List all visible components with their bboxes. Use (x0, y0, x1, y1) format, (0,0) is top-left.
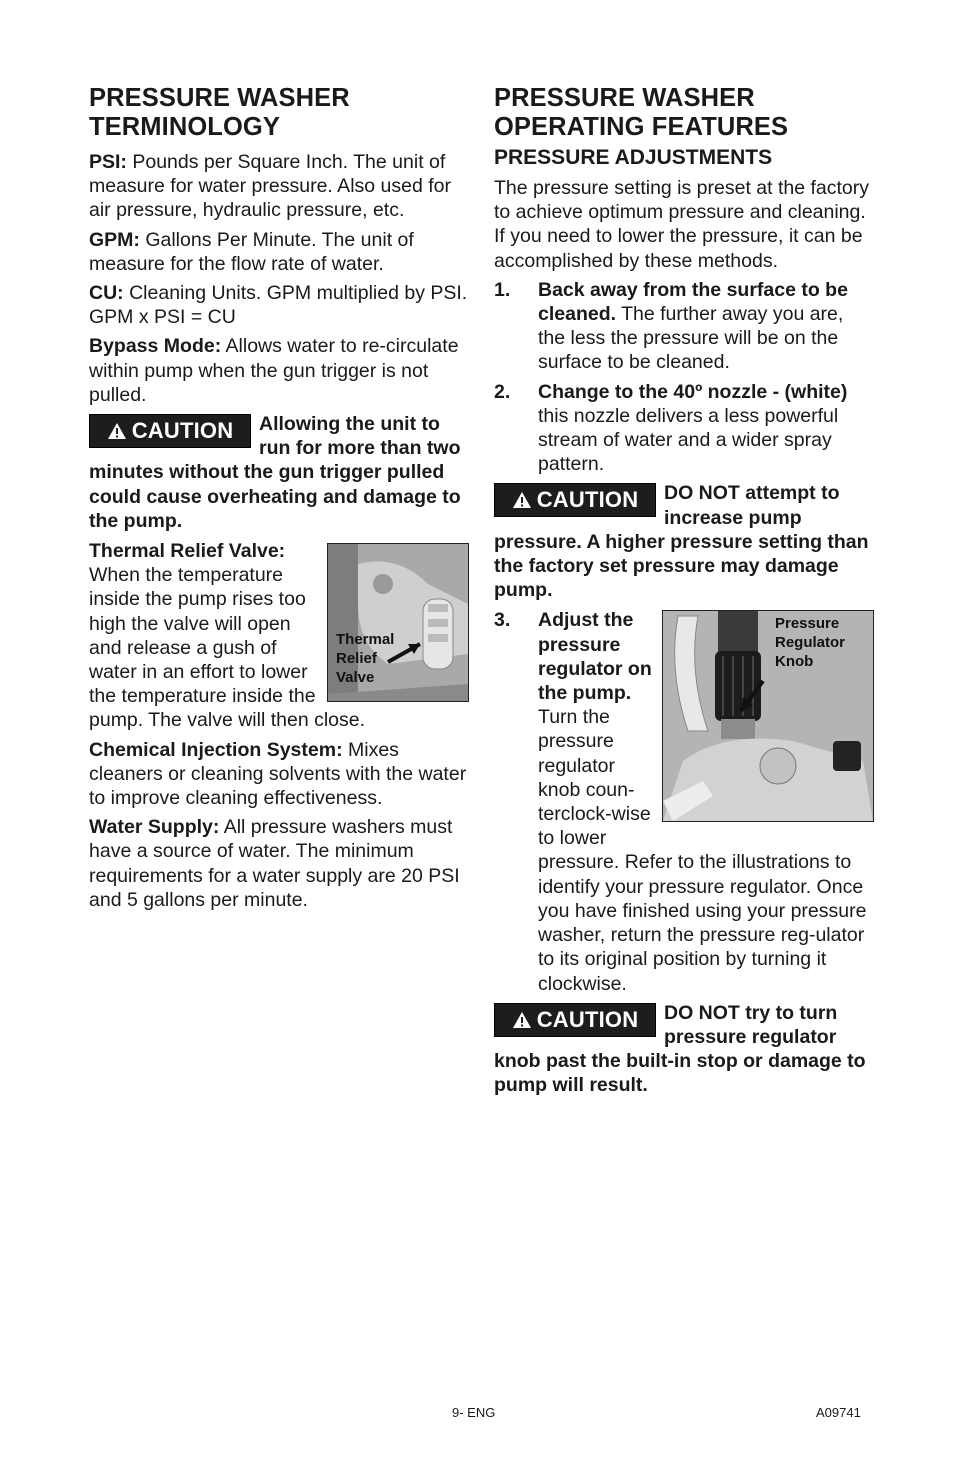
step-number: 3. (494, 609, 511, 632)
caution-increase-pressure (494, 481, 874, 602)
caution-badge (494, 483, 656, 517)
caution-overheating-text: Allowing the unit to run for more than two minutes without the gun trigger pulled could cause overheating and damage to the pump. (89, 413, 461, 532)
step-1-body: The further away you are, the less the pressure will be on the surface to be cleaned. (538, 303, 844, 374)
step-1 (494, 278, 874, 375)
bypass-term: Bypass Mode: (89, 335, 222, 358)
right-column (494, 84, 874, 1104)
gpm-definition (89, 228, 469, 276)
step-3-body: Turn the pressure regulator knob coun-terclock-wise to lower pressure. Refer to the illustrations to identify your pressure regulator. Once you have finished using your pressure washer, return the pressure reg-ulator to its original position by turning it clockwise. (538, 706, 867, 995)
page-number: 9- ENG (452, 1405, 496, 1420)
warning-triangle-icon (512, 491, 532, 509)
thermal-term: Thermal Relief Valve: (89, 540, 286, 563)
thermal-section (89, 539, 469, 738)
step-2-body: this nozzle delivers a less powerful stream of water and a wider spray pattern. (538, 404, 839, 476)
chemical-text: Mixes cleaners or cleaning solvents with the water to improve cleaning effectiveness. (89, 738, 467, 810)
psi-definition (89, 150, 469, 223)
step-3-bold: Adjust the pressure regulator on the pump. (538, 609, 652, 705)
gpm-text: Gallons Per Minute. The unit of measure for the flow rate of water. (89, 228, 414, 275)
caution-overheating (89, 412, 469, 533)
terminology-heading: PRESSURE WASHER TERMINOLOGY (89, 84, 350, 141)
step-2-bold: Change to the 40º nozzle - (white) (538, 380, 848, 403)
operating-features-heading: PRESSURE WASHER OPERATING FEATURES (494, 84, 789, 141)
bypass-definition (89, 334, 469, 407)
pressure-adjustments-heading: PRESSURE ADJUSTMENTS (494, 146, 773, 169)
caution-regulator-stop-text: DO NOT try to turn pressure regulator knob past the built-in stop or damage to pump will result. (494, 1001, 866, 1097)
caution-badge-label: CAUTION (536, 487, 639, 513)
pressure-figure-label (775, 614, 845, 671)
step-2-text (538, 380, 874, 477)
step-2 (494, 380, 874, 477)
pressure-regulator-photo (662, 610, 874, 822)
step-1-text (538, 278, 874, 375)
thermal-relief-valve-photo (327, 543, 469, 702)
pressure-intro: The pressure setting is preset at the factory to achieve optimum pressure and cleaning. If you need to lower the pressure, it can be accomplished by these methods. (494, 177, 870, 272)
warning-triangle-icon (107, 422, 127, 440)
thermal-figure-label (336, 630, 394, 687)
water-text: All pressure washers must have a source of water. The minimum requirements for a water supply are 20 PSI and 5 gallons per minute. (89, 816, 460, 911)
caution-badge-label: CAUTION (131, 418, 234, 444)
caution-badge (494, 1003, 656, 1037)
thermal-text: When the temperature inside the pump rises too high the valve will open and release a gush of water in an effort to lower the temperature inside the pump. The valve will then close. (89, 564, 366, 732)
thermal-label-line: Valve (336, 669, 375, 687)
step-3 (494, 608, 874, 995)
pressure-steps (494, 278, 874, 477)
psi-term: PSI: (89, 151, 127, 173)
pressure-label-line: Pressure (775, 615, 840, 633)
caution-regulator-stop (494, 1001, 874, 1098)
water-term: Water Supply: (89, 816, 220, 839)
gpm-term: GPM: (89, 228, 140, 251)
cu-definition (89, 281, 469, 329)
pressure-steps-continued (494, 608, 874, 995)
chemical-definition (89, 738, 469, 811)
step-number: 1. (494, 278, 511, 301)
step-1-bold: Back away from the surface to be cleaned. (538, 278, 848, 326)
left-column (89, 84, 469, 917)
thermal-label-line: Thermal (336, 631, 395, 649)
caution-badge-label: CAUTION (536, 1006, 639, 1032)
thermal-label-line: Relief (336, 650, 377, 668)
document-code: A09741 (816, 1405, 861, 1420)
step-number: 2. (494, 380, 511, 403)
caution-badge (89, 414, 251, 448)
cu-text: Cleaning Units. GPM multiplied by PSI. GPM x PSI = CU (89, 282, 468, 329)
psi-text: Pounds per Square Inch. The unit of measure for water pressure. Also used for air pressure, hydraulic pressure, etc. (89, 151, 451, 222)
pressure-label-line: Regulator (775, 634, 846, 652)
water-definition (89, 815, 469, 912)
cu-term: CU: (89, 282, 124, 305)
pressure-label-line: Knob (775, 653, 814, 671)
warning-triangle-icon (512, 1011, 532, 1029)
chemical-term: Chemical Injection System: (89, 738, 343, 761)
caution-increase-pressure-text: DO NOT attempt to increase pump pressure. A higher pressure setting than the factory set pressure may damage pump. (494, 482, 869, 602)
bypass-text: Allows water to re-circulate within pump when the gun trigger is not pulled. (89, 335, 459, 406)
